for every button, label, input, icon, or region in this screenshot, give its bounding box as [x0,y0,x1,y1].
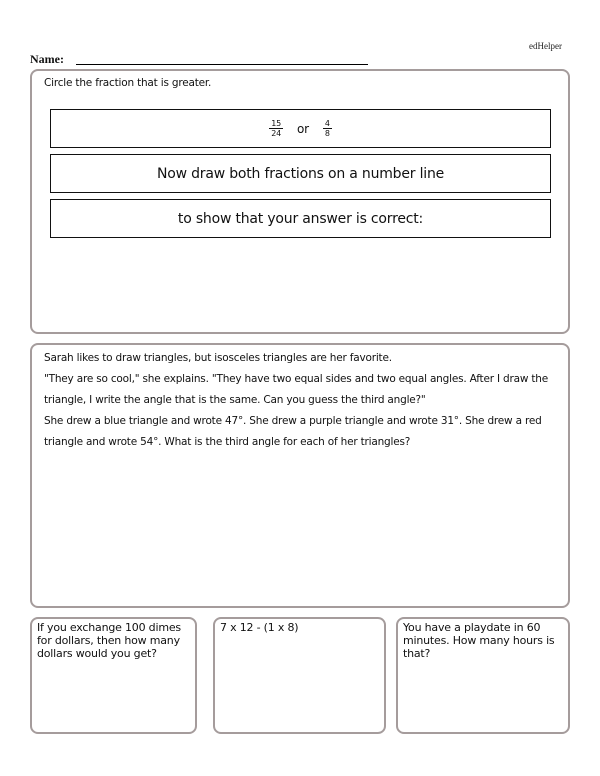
number-line-instruction-box: Now draw both fractions on a number line [50,154,551,193]
story-line: She drew a blue triangle and wrote 47°. She drew a purple triangle and wrote 31°. She drew a red triangle and wrote 54°. What is the third angle for each of her triangles? [44,415,542,448]
story-line: Sarah likes to draw triangles, but isosceles triangles are her favorite. [44,352,392,364]
dimes-question: If you exchange 100 dimes for dollars, then how many dollars would you get? [37,621,181,660]
arithmetic-problem-panel [213,617,386,734]
triangle-problem-panel [30,343,570,608]
playdate-problem-panel [396,617,570,734]
brand-label: edHelper [529,41,562,51]
playdate-question: You have a playdate in 60 minutes. How many hours is that? [403,621,555,660]
story-line: "They are so cool," she explains. "They have two equal sides and two equal angles. After I draw the triangle, I write the angle that is the same. Can you guess the third angle?" [44,373,548,406]
fraction-a-numerator: 15 [271,119,281,128]
answer-check-instruction-box: to show that your answer is correct: [50,199,551,238]
fraction-b-numerator: 4 [324,119,330,128]
fraction-connector: or [297,121,309,136]
arithmetic-expression: 7 x 12 - (1 x 8) [220,621,299,634]
fraction-a-denominator: 24 [271,129,281,138]
fraction-instruction: Circle the fraction that is greater. [44,77,212,89]
name-label: Name: [30,52,64,66]
name-line[interactable] [76,64,368,65]
fraction-a[interactable] [269,119,283,138]
fraction-problem-panel [30,69,570,334]
fraction-choices-box [50,109,551,148]
dimes-problem-panel [30,617,197,734]
fraction-b[interactable] [323,119,332,138]
fraction-b-denominator: 8 [324,129,330,138]
triangle-story [44,348,559,453]
